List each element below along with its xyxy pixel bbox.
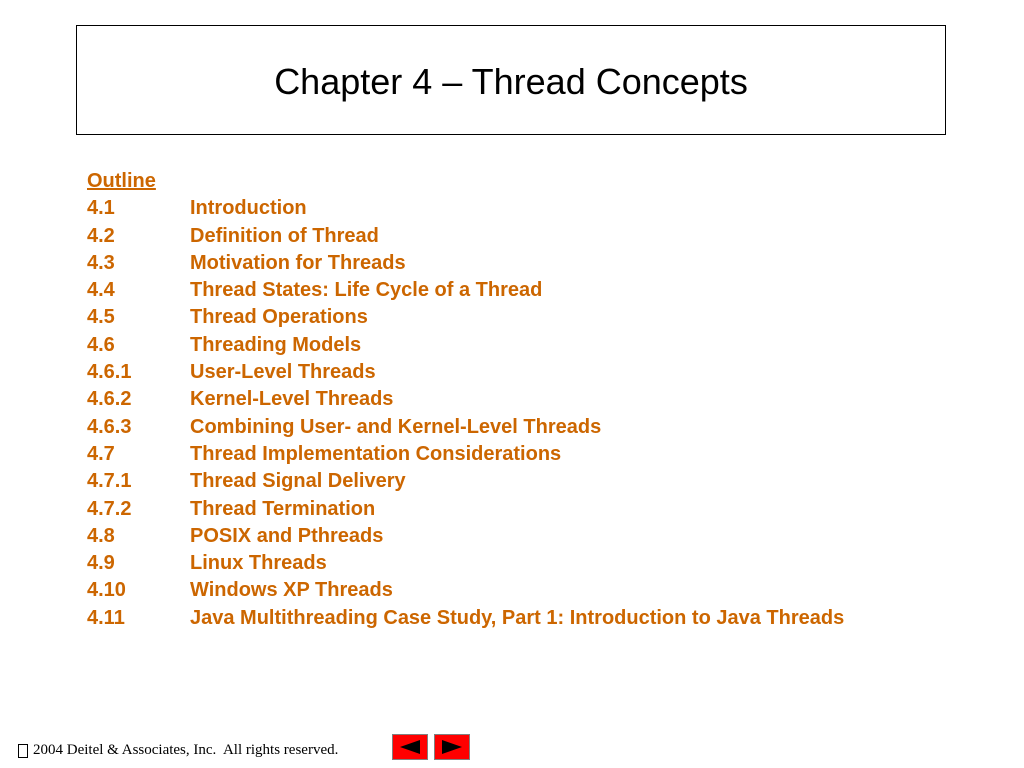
footer: [18, 742, 338, 759]
copyright-icon: [18, 744, 28, 758]
outline-item-number: 4.4: [87, 279, 115, 302]
outline-item-label: Java Multithreading Case Study, Part 1: Introduction to Java Threads: [190, 606, 845, 629]
outline-item-number: 4.6.2: [87, 388, 132, 411]
outline-item-number: 4.6.3: [87, 415, 132, 438]
outline-item-label: Thread States: Life Cycle of a Thread: [190, 279, 543, 302]
outline-item-label: Definition of Thread: [190, 224, 379, 247]
outline-item-label: Threading Models: [190, 333, 362, 356]
outline-item: [87, 523, 887, 550]
outline-item: [87, 332, 887, 359]
outline-item-label: Windows XP Threads: [190, 579, 393, 602]
outline-item-number: 4.8: [87, 524, 115, 547]
outline-item-label: Motivation for Threads: [190, 251, 406, 274]
outline-item: [87, 359, 887, 386]
outline-item-label: Kernel-Level Threads: [190, 388, 394, 411]
left-arrow-icon: [398, 739, 422, 755]
outline-heading: Outline: [87, 170, 156, 192]
outline-item-label: Linux Threads: [190, 552, 327, 575]
outline-item-number: 4.7.1: [87, 470, 132, 493]
outline-item: [87, 304, 887, 331]
outline-item: [87, 414, 887, 441]
copyright-text: 2004 Deitel & Associates, Inc. All rights reserved.: [33, 742, 339, 758]
outline-item-number: 4.3: [87, 251, 115, 274]
outline-item-number: 4.9: [87, 552, 115, 575]
slide-title: Chapter 4 – Thread Concepts: [274, 61, 748, 102]
outline-item: [87, 386, 887, 413]
outline-item-number: 4.6: [87, 333, 115, 356]
outline-item-number: 4.7.2: [87, 497, 132, 520]
outline: [87, 168, 887, 632]
outline-item-label: Introduction: [190, 197, 307, 220]
outline-item-label: Thread Signal Delivery: [190, 470, 406, 493]
outline-item: [87, 195, 887, 222]
outline-item-label: Thread Termination: [190, 497, 376, 520]
outline-item: [87, 441, 887, 468]
previous-slide-button[interactable]: [392, 734, 428, 760]
outline-item-number: 4.1: [87, 197, 115, 220]
outline-item-number: 4.10: [87, 579, 126, 602]
outline-item-label: Combining User- and Kernel-Level Threads: [190, 415, 602, 438]
outline-item: [87, 605, 887, 632]
outline-item-number: 4.5: [87, 306, 115, 329]
outline-item: [87, 468, 887, 495]
outline-item: [87, 223, 887, 250]
next-slide-button[interactable]: [434, 734, 470, 760]
right-arrow-icon: [440, 739, 464, 755]
outline-item: [87, 277, 887, 304]
outline-item-number: 4.7: [87, 442, 115, 465]
outline-item-label: Thread Operations: [190, 306, 368, 329]
outline-item: [87, 496, 887, 523]
outline-item: [87, 550, 887, 577]
outline-item-label: User-Level Threads: [190, 361, 376, 384]
outline-item-number: 4.11: [87, 606, 125, 629]
outline-item-number: 4.6.1: [87, 361, 132, 384]
outline-item-label: POSIX and Pthreads: [190, 524, 384, 547]
outline-item-label: Thread Implementation Considerations: [190, 442, 562, 465]
outline-item-number: 4.2: [87, 224, 115, 247]
outline-item: [87, 250, 887, 277]
outline-item: [87, 577, 887, 604]
title-box: [76, 25, 946, 135]
